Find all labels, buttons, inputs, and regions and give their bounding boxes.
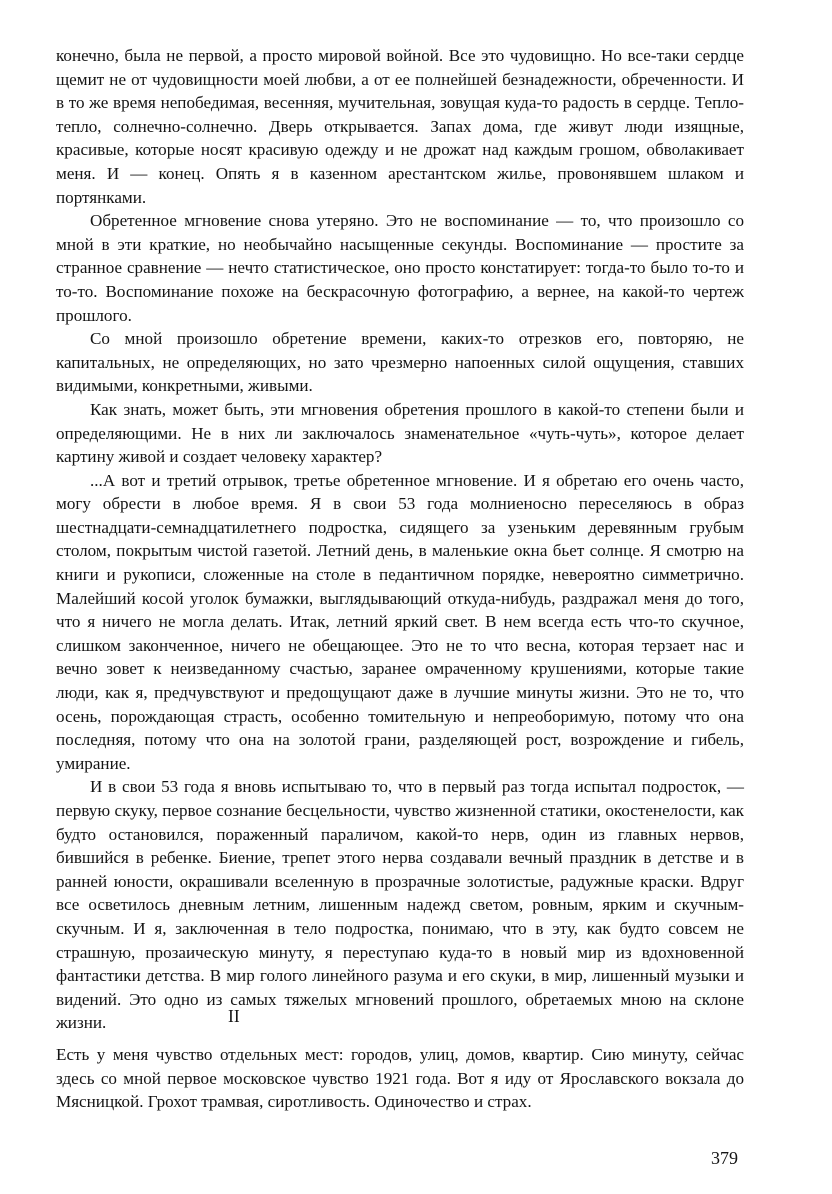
page-number: 379 bbox=[711, 1148, 738, 1168]
main-text bbox=[56, 44, 744, 1035]
section-number: II bbox=[228, 1006, 240, 1026]
paragraph-6: И в свои 53 года я вновь испытываю то, что в первый раз тогда испытал подросток, — первую скуку, первое сознание бесцельности, чувство жизненной статики, окостенелости, как будто остановился, пораженный параличом, какой-то нерв, один из главных нервов, бившийся в ребенке. Биение, трепет этого нерва создавали вечный праздник в детстве и в ранней юности, окрашивали вселенную в прозрачные золотистые, радужные краски. Вдруг все осветилось дневным летним, лишенным надежд светом, ровным, ярким и скучным-скучным. И я, заключенная в тело подростка, понимаю, что в эту, как будто совсем не страшную, прозаическую минуту, я переступаю куда-то в новый мир из вдохновенной фантастики детства. В мир голого линейного разума и его скуки, в мир, лишенный музыки и видений. Это одно из самых тяжелых мгновений прошлого, обретаемых мною на склоне жизни. bbox=[56, 777, 744, 1033]
paragraph-4: Как знать, может быть, эти мгновения обретения прошлого в какой-то степени были и определяющими. Не в них ли заключалось знаменательное «чуть-чуть», которое делает картину живой и создает человеку характер? bbox=[56, 399, 744, 467]
paragraph-1: конечно, была не первой, а просто мировой войной. Все это чудовищно. Но все-таки сердце щемит не от чудовищности моей любви, а от ее полнейшей безнадежности, обреченности. И в то же время непобедимая, весенняя, мучительная, зовущая куда-то радость в сердце. Тепло-тепло, солнечно-солнечно. Дверь открывается. Запах дома, где живут люди изящные, красивые, которые носят красивую одежду и не дрожат над каждым грошом, обволакивает меня. И — конец. Опять я в казенном арестантском жилье, провонявшем шлаком и портянками. bbox=[56, 46, 744, 207]
paragraph-5: ...А вот и третий отрывок, третье обретенное мгновение. И я обретаю его очень часто, могу обрести в любое время. Я в свои 53 года молниеносно переселяюсь в образ шестнадцати-семнадцатилетнего подростка, сидящего за узеньким деревянным грубым столом, покрытым чистой газетой. Летний день, в маленькие окна бьет солнце. Я смотрю на книги и рукописи, сложенные на столе в педантичном порядке, невероятно симметрично. Малейший косой уголок бумажки, выглядывающий откуда-нибудь, раздражал меня до того, что я ничего не могла делать. Итак, летний яркий свет. В нем всегда есть что-то скучное, слишком законченное, ничего не обещающее. Это не то что весна, которая терзает нас и вечно зовет к неизведанному счастью, заранее омраченному крушениями, которые такие люди, как я, предчувствуют и предощущают даже в лучшие минуты жизни. Это не то, что осень, порождающая страсть, особенно томительную и непреоборимую, потому что она последняя, потому что она на золотой грани, разделяющей рост, возрождение и гибель, умирание. bbox=[56, 470, 744, 773]
paragraph-2: Обретенное мгновение снова утеряно. Это не воспоминание — то, что произошло со мной в эти краткие, но необычайно насыщенные секунды. Воспоминание — простите за странное сравнение — нечто статистическое, оно просто констатирует: тогда-то было то-то и то-то. Воспоминание похоже на бескрасочную фотографию, а вернее, на какой-то чертеж прошлого. bbox=[56, 211, 744, 325]
section-text bbox=[56, 1043, 744, 1114]
paragraph-3: Со мной произошло обретение времени, каких-то отрезков его, повторяю, не капитальных, не определяющих, но зато чрезмерно напоенных силой ощущения, ставших видимыми, конкретными, живыми. bbox=[56, 329, 744, 396]
section-paragraph: Есть у меня чувство отдельных мест: городов, улиц, домов, квартир. Сию минуту, сейчас здесь со мной первое московское чувство 1921 года. Вот я иду от Ярославского вокзала до Мясницкой. Грохот трамвая, сиротливость. Одиночество и страх. bbox=[56, 1045, 744, 1112]
